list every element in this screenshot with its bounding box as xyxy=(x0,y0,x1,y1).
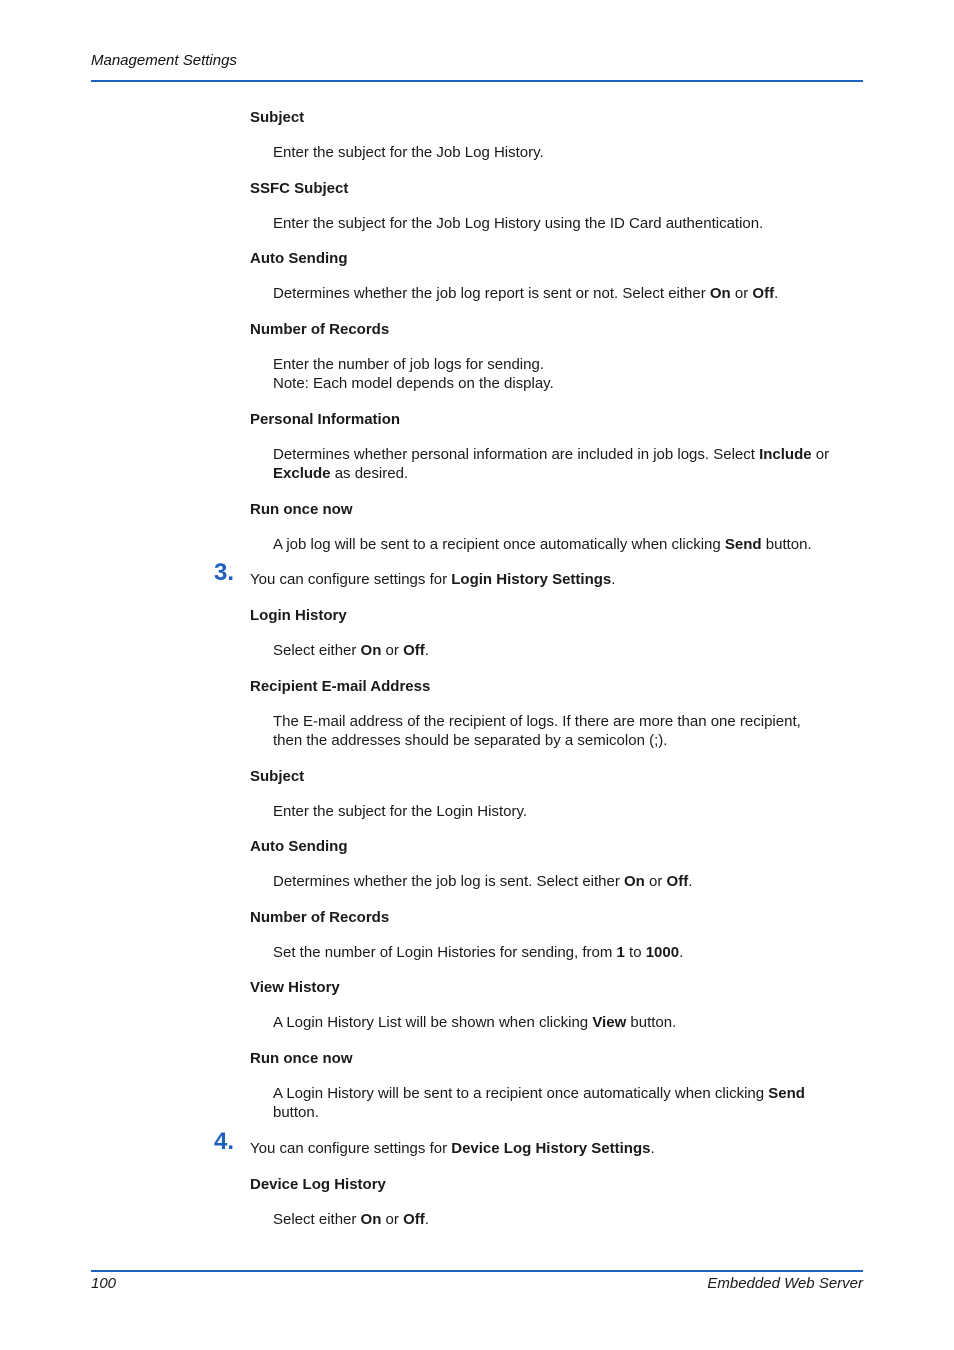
bold-term: On xyxy=(360,1210,382,1228)
text-run: Set the number of Login Histories for sending, from xyxy=(273,943,617,961)
page-number: 100 xyxy=(91,1275,117,1292)
text-run: Enter the subject for the Job Log History. xyxy=(273,144,544,161)
setting-heading: Personal Information xyxy=(250,410,401,428)
bold-term: Include xyxy=(759,445,812,463)
setting-heading: Login History xyxy=(250,607,347,624)
setting-description xyxy=(273,1084,863,1123)
text-run: Enter the subject for the Login History. xyxy=(273,802,528,820)
bold-term: Off xyxy=(403,642,425,659)
text-run: Enter the number of job logs for sending. xyxy=(273,355,544,373)
text-run: then the addresses should be separated by a semicolon (;). xyxy=(273,732,668,749)
setting-description xyxy=(273,712,863,751)
text-run: . xyxy=(688,873,693,890)
step-number: 3. xyxy=(214,559,235,586)
bold-term: Off xyxy=(666,873,689,890)
text-run: You can configure settings for xyxy=(250,1139,452,1157)
setting-heading: Run once now xyxy=(250,500,353,518)
setting-description xyxy=(273,1210,863,1230)
text-run: Note: Each model depends on the display. xyxy=(273,375,554,392)
step-number: 4. xyxy=(214,1127,235,1155)
text-run: . xyxy=(611,571,616,588)
text-run: Determines whether personal information are included in job logs. Select xyxy=(273,445,760,463)
page-header-title: Management Settings xyxy=(91,52,237,69)
step-instruction xyxy=(214,1127,863,1158)
bold-term: On xyxy=(624,873,645,890)
step-instruction xyxy=(214,559,863,589)
text-run: . xyxy=(650,1139,655,1157)
bold-term: 1000 xyxy=(645,943,680,961)
setting-description xyxy=(273,943,863,963)
setting-heading: Recipient E-mail Address xyxy=(250,677,431,695)
bold-term: Device Log History Settings xyxy=(451,1139,651,1157)
text-run: or xyxy=(381,1210,404,1228)
setting-heading: Auto Sending xyxy=(250,838,348,855)
text-run: or xyxy=(811,445,830,463)
setting-description xyxy=(273,1013,863,1033)
text-run: button. xyxy=(626,1014,677,1031)
bold-term: On xyxy=(709,285,731,302)
bold-term: Off xyxy=(403,1210,425,1228)
text-run: Enter the subject for the Job Log History using the ID Card authentication. xyxy=(273,214,764,232)
setting-description xyxy=(273,143,863,163)
text-run: Select either xyxy=(273,1210,361,1228)
text-run: Determines whether the job log is sent. Select either xyxy=(273,873,625,890)
setting-description xyxy=(273,535,863,555)
text-run: A Login History will be sent to a recipient once automatically when clicking xyxy=(273,1084,769,1102)
setting-description xyxy=(273,355,863,394)
text-run: . xyxy=(424,642,429,659)
text-run: button. xyxy=(761,535,812,553)
bold-term: Send xyxy=(724,535,762,553)
bold-term: Send xyxy=(768,1084,805,1102)
text-run: . xyxy=(774,285,779,302)
bold-term: On xyxy=(360,642,382,659)
bold-term: Exclude xyxy=(273,465,331,482)
setting-description xyxy=(273,214,863,234)
setting-description xyxy=(273,445,863,484)
text-run: Select either xyxy=(273,642,361,659)
text-run: or xyxy=(730,285,753,302)
text-run: A job log will be sent to a recipient once automatically when clicking xyxy=(273,535,725,553)
setting-description xyxy=(273,872,863,892)
setting-description xyxy=(273,284,863,304)
setting-heading: Device Log History xyxy=(250,1175,386,1193)
text-run: Determines whether the job log report is sent or not. Select either xyxy=(273,285,710,302)
footer-doc-title: Embedded Web Server xyxy=(707,1275,863,1292)
footer-rule xyxy=(91,1270,863,1272)
setting-heading: Number of Records xyxy=(250,320,390,338)
setting-heading: Run once now xyxy=(250,1049,353,1067)
setting-description xyxy=(273,641,863,661)
setting-heading: View History xyxy=(250,979,340,996)
bold-term: View xyxy=(592,1014,627,1031)
text-run: to xyxy=(624,943,646,961)
bold-term: Off xyxy=(752,285,775,302)
text-run: A Login History List will be shown when clicking xyxy=(273,1014,593,1031)
text-run: or xyxy=(381,642,404,659)
bold-term: 1 xyxy=(616,943,625,961)
setting-heading: SSFC Subject xyxy=(250,179,349,197)
setting-heading: Subject xyxy=(250,109,305,126)
setting-heading: Number of Records xyxy=(250,908,390,926)
text-run: The E-mail address of the recipient of logs. If there are more than one recipient, xyxy=(273,712,801,730)
text-run: You can configure settings for xyxy=(250,571,452,588)
text-run: . xyxy=(424,1210,429,1228)
text-run: button. xyxy=(273,1104,319,1121)
text-run: or xyxy=(644,873,667,890)
bold-term: Login History Settings xyxy=(451,571,612,588)
setting-heading: Auto Sending xyxy=(250,250,348,267)
header-rule xyxy=(91,80,863,82)
setting-description xyxy=(273,802,863,822)
text-run: as desired. xyxy=(330,465,409,482)
setting-heading: Subject xyxy=(250,767,305,785)
document-body xyxy=(214,108,863,1245)
text-run: . xyxy=(679,943,684,961)
